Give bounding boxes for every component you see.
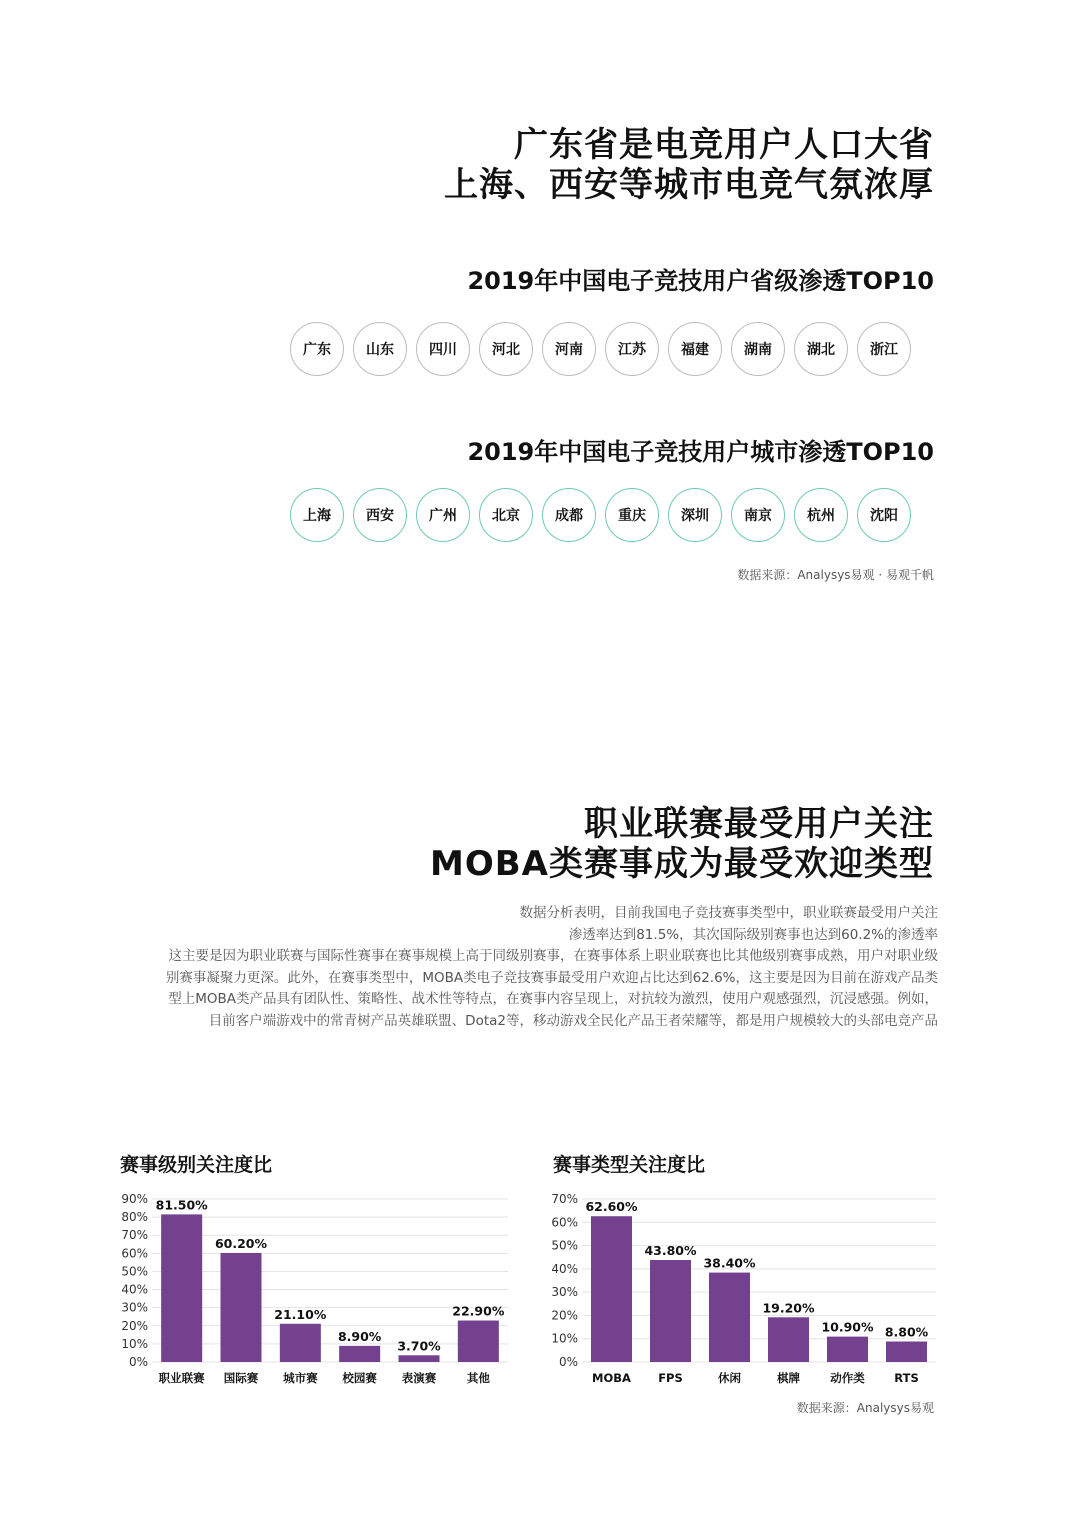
section1-title-line1: 广东省是电竞用户人口大省 [514, 125, 934, 165]
data-label: 8.80% [884, 1324, 929, 1340]
x-tick-label: 休闲 [718, 1371, 741, 1385]
paragraph-line: 型上MOBA类产品具有团队性、策略性、战术性等特点，在赛事内容呈现上，对抗较为激烈，使用户观感强烈，沉浸感强。例如， [168, 991, 938, 1007]
data-label: 43.80% [644, 1243, 697, 1259]
province-circle-5: 河南 [542, 322, 596, 376]
province-circle-6: 江苏 [605, 322, 659, 376]
province-circles [290, 322, 911, 376]
y-tick-label: 10% [551, 1331, 578, 1346]
city-circle-6: 重庆 [605, 488, 659, 542]
section2-title-line2: MOBA类赛事成为最受欢迎类型 [430, 844, 934, 884]
paragraph-line: 渗透率达到81.5%，其次国际级别赛事也达到60.2%的渗透率 [568, 926, 938, 943]
data-label: 38.40% [703, 1255, 756, 1271]
data-label: 10.90% [821, 1319, 874, 1335]
city-circle-3: 广州 [416, 488, 470, 542]
city-heading: 2019年中国电子竞技用户城市渗透TOP10 [467, 438, 934, 466]
y-tick-label: 40% [551, 1261, 578, 1276]
data-label: 8.90% [337, 1328, 382, 1344]
bar-6 [458, 1321, 499, 1362]
chart-event-type [540, 1185, 940, 1395]
data-label: 21.10% [274, 1306, 327, 1322]
y-tick-label: 70% [551, 1192, 578, 1206]
y-tick-label: 50% [121, 1264, 148, 1279]
y-tick-label: 0% [558, 1355, 578, 1369]
paragraph-line: 这主要是因为职业联赛与国际性赛事在赛事规模上高于同级别赛事，在赛事体系上职业联赛也比其他级别赛事成熟，用户对职业级 [168, 948, 938, 964]
x-tick-label: 校园赛 [342, 1371, 377, 1385]
paragraph-line: 别赛事凝聚力更深。此外，在赛事类型中，MOBA类电子竞技赛事最受用户欢迎占比达到62.6%，这主要是因为目前在游戏产品类 [165, 969, 938, 986]
x-tick-label: 城市赛 [283, 1371, 318, 1385]
bar-2 [650, 1260, 691, 1362]
data-label: 3.70% [397, 1338, 441, 1354]
data-label: 19.20% [762, 1300, 815, 1316]
city-circle-1: 上海 [290, 488, 344, 542]
y-tick-label: 0% [128, 1355, 148, 1369]
bar-4 [768, 1317, 809, 1362]
city-circle-10: 沈阳 [857, 488, 911, 542]
data-label: 22.90% [452, 1303, 505, 1319]
bar-1 [591, 1216, 632, 1362]
chart2-title: 赛事类型关注度比 [553, 1154, 706, 1176]
x-tick-label: 职业联赛 [158, 1371, 205, 1385]
section2-source: 数据来源：Analysys易观 [796, 1401, 934, 1415]
paragraph-line: 数据分析表明，目前我国电子竞技赛事类型中，职业联赛最受用户关注 [519, 905, 938, 921]
section2-title-line1: 职业联赛最受用户关注 [584, 804, 934, 844]
chart1-title: 赛事级别关注度比 [120, 1154, 273, 1176]
city-circle-9: 杭州 [794, 488, 848, 542]
y-tick-label: 20% [121, 1318, 148, 1333]
y-tick-label: 60% [121, 1246, 148, 1261]
section1-title-line2: 上海、西安等城市电竞气氛浓厚 [444, 165, 934, 205]
y-tick-label: 30% [551, 1285, 578, 1300]
bar-3 [280, 1324, 321, 1362]
data-label: 60.20% [214, 1235, 268, 1251]
city-circle-8: 南京 [731, 488, 785, 542]
y-tick-label: 70% [121, 1228, 148, 1243]
data-label: 81.50% [155, 1197, 208, 1213]
x-tick-label: 其他 [466, 1371, 490, 1385]
bar-5 [827, 1337, 868, 1362]
analysis-paragraph [98, 903, 938, 1032]
y-tick-label: 40% [121, 1282, 148, 1297]
city-circle-7: 深圳 [668, 488, 722, 542]
x-tick-label: MOBA [592, 1371, 631, 1385]
x-tick-label: 棋牌 [777, 1371, 800, 1385]
paragraph-line: 目前客户端游戏中的常青树产品英雄联盟、Dota2等，移动游戏全民化产品王者荣耀等，都是用户规模较大的头部电竞产品 [208, 1012, 938, 1029]
city-circles [290, 488, 911, 542]
y-tick-label: 90% [121, 1192, 148, 1206]
bar-1 [161, 1214, 202, 1362]
city-circle-4: 北京 [479, 488, 533, 542]
bar-2 [221, 1253, 262, 1362]
y-tick-label: 60% [551, 1215, 578, 1230]
province-circle-9: 湖北 [794, 322, 848, 376]
bar-6 [886, 1342, 927, 1362]
y-tick-label: 30% [121, 1300, 148, 1315]
bar-4 [339, 1346, 380, 1362]
y-tick-label: 20% [551, 1308, 578, 1323]
section1-source: 数据来源：Analysys易观 · 易观千帆 [737, 568, 934, 582]
chart-event-level [110, 1185, 515, 1395]
x-tick-label: 国际赛 [223, 1371, 259, 1385]
bar-5 [399, 1355, 440, 1362]
province-circle-8: 湖南 [731, 322, 785, 376]
province-circle-10: 浙江 [857, 322, 911, 376]
province-circle-1: 广东 [290, 322, 344, 376]
x-tick-label: FPS [658, 1371, 683, 1385]
province-circle-7: 福建 [668, 322, 722, 376]
province-circle-3: 四川 [416, 322, 470, 376]
province-heading: 2019年中国电子竞技用户省级渗透TOP10 [467, 267, 934, 295]
x-tick-label: 表演赛 [401, 1371, 437, 1385]
province-circle-4: 河北 [479, 322, 533, 376]
province-circle-2: 山东 [353, 322, 407, 376]
y-tick-label: 80% [121, 1210, 148, 1225]
y-tick-label: 10% [121, 1336, 148, 1351]
x-tick-label: 动作类 [830, 1371, 865, 1385]
bar-3 [709, 1273, 750, 1362]
data-label: 62.60% [585, 1199, 638, 1215]
city-circle-2: 西安 [353, 488, 407, 542]
y-tick-label: 50% [551, 1238, 578, 1253]
x-tick-label: RTS [894, 1371, 919, 1385]
city-circle-5: 成都 [542, 488, 596, 542]
